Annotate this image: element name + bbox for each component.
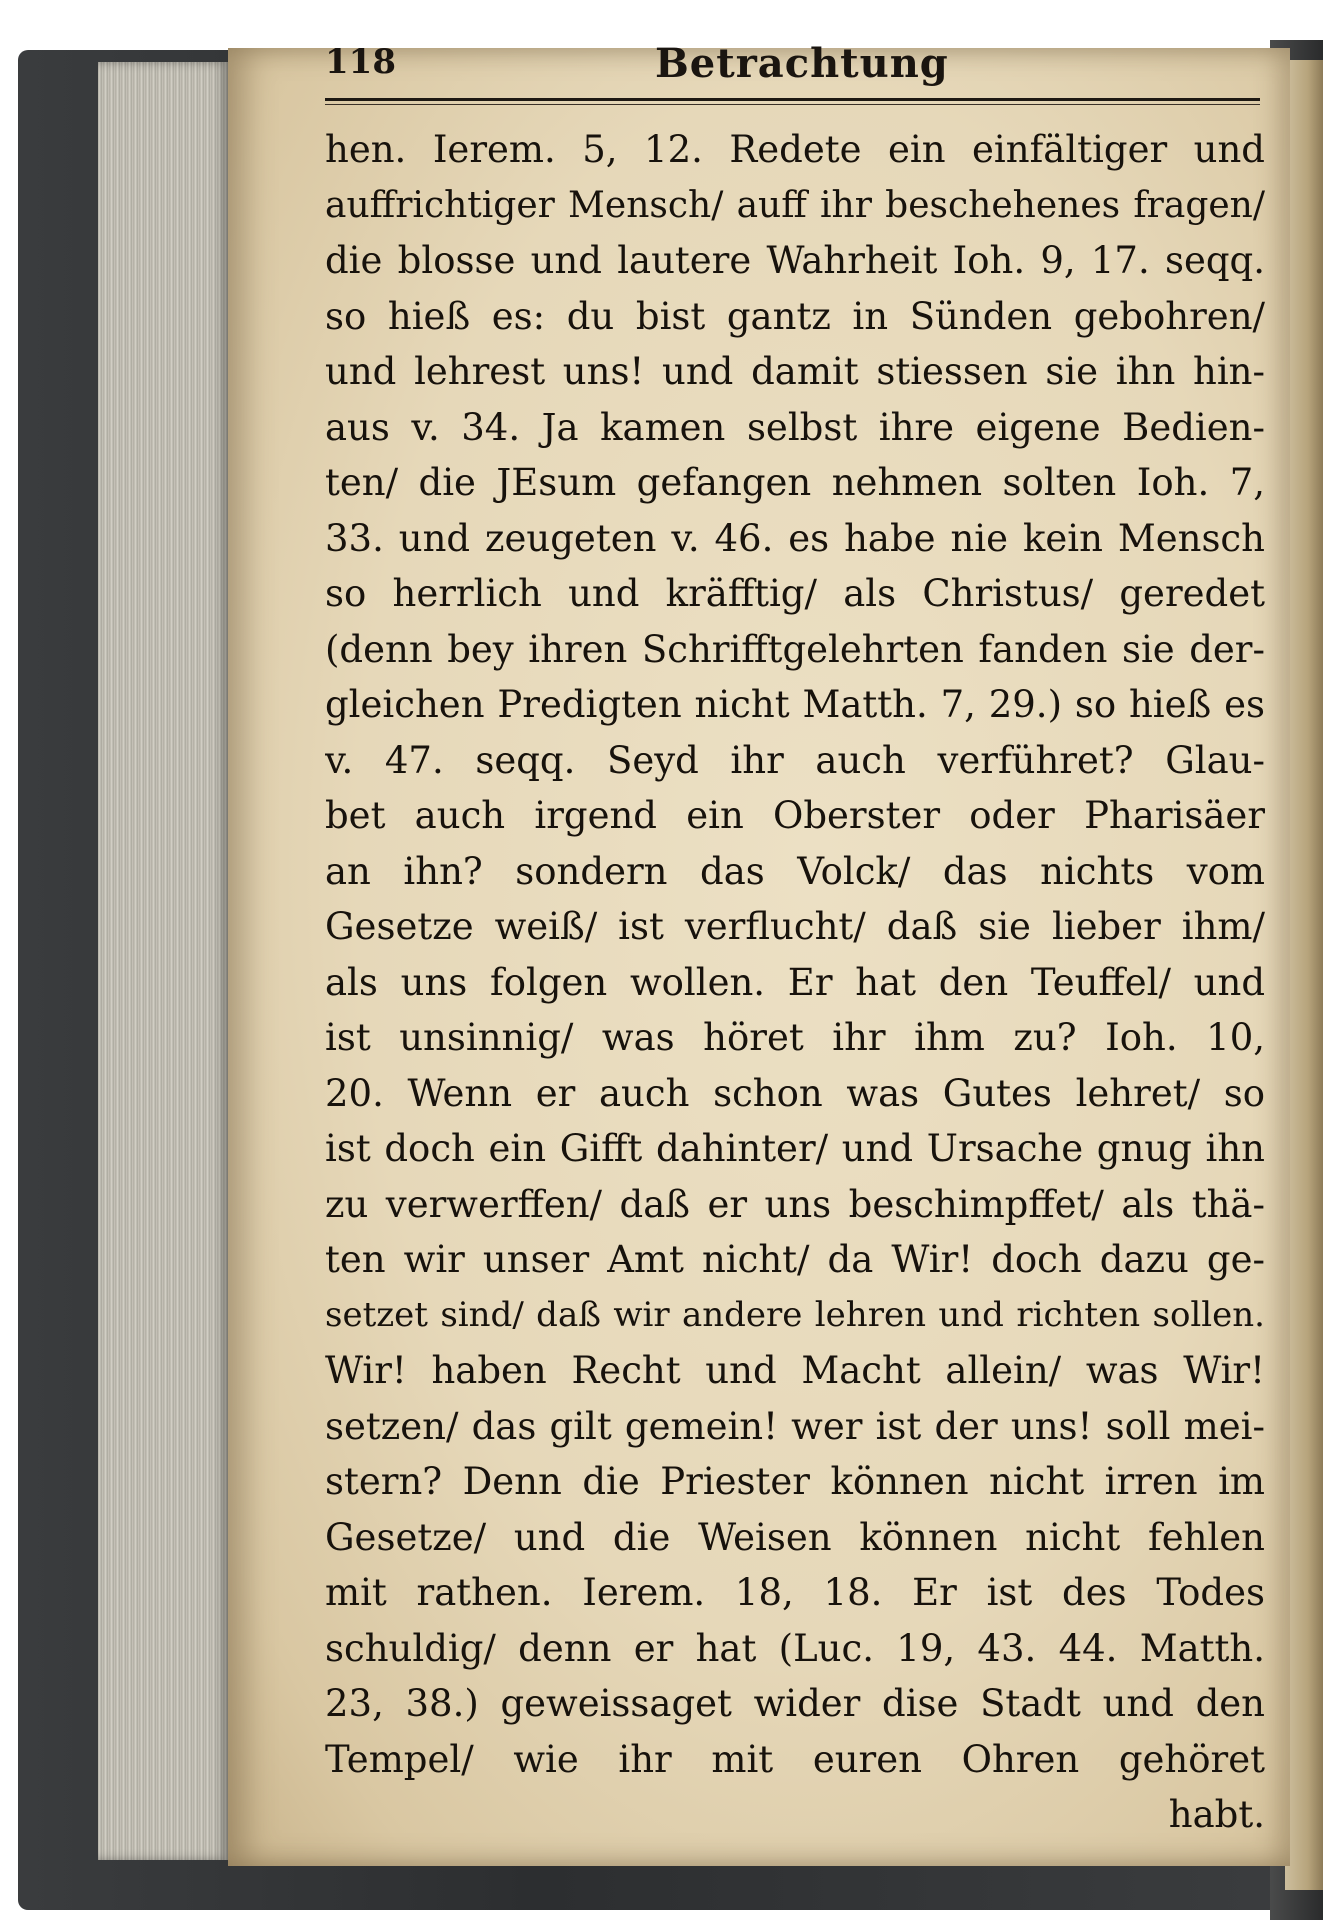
text-line: zu verwerffen/ daß er uns beschimpffet/ als thä- <box>325 1182 1265 1226</box>
running-title: Betrachtung <box>655 40 949 87</box>
text-line: die blosse und lautere Wahrheit Ioh. 9, 17. seqq. <box>325 239 1265 282</box>
page-number: 118 <box>325 42 396 82</box>
text-line: ist doch ein Gifft dahinter/ und Ursache gnug ihn <box>325 1127 1265 1170</box>
text-line: mit rathen. Ierem. 18, 18. Er ist des Todes <box>325 1571 1265 1614</box>
text-line: so herrlich und kräfftig/ als Christus/ geredet <box>325 572 1265 615</box>
text-line: (denn bey ihren Schrifftgelehrten fanden sie der- <box>325 627 1265 671</box>
text-line: 33. und zeugeten v. 46. es habe nie kein Mensch <box>325 516 1265 560</box>
text-line: ten wir unser Amt nicht/ da Wir! doch dazu ge- <box>325 1238 1265 1281</box>
text-line: Tempel/ wie ihr mit euren Ohren gehöret <box>325 1737 1265 1781</box>
text-line: an ihn? sondern das Volck/ das nichts vom <box>325 849 1265 893</box>
text-line: 23, 38.) geweissaget wider dise Stadt und den <box>325 1682 1265 1725</box>
text-line: 20. Wenn er auch schon was Gutes lehret/ so <box>325 1071 1265 1115</box>
text-line: ist unsinnig/ was höret ihr ihm zu? Ioh. 10, <box>325 1016 1265 1059</box>
text-line: setzen/ das gilt gemein! wer ist der uns! soll mei- <box>325 1404 1265 1448</box>
facing-page-edge <box>1285 60 1323 1890</box>
text-line: und lehrest uns! und damit stiessen sie ihn hin- <box>325 350 1265 393</box>
text-line: aus v. 34. Ja kamen selbst ihre eigene Bedien- <box>325 405 1265 449</box>
header-rule-thin <box>325 104 1260 105</box>
text-line: stern? Denn die Priester können nicht irren im <box>325 1460 1265 1503</box>
running-head <box>325 40 1265 104</box>
text-line: auffrichtiger Mensch/ auff ihr beschehenes fragen/ <box>325 184 1265 226</box>
text-line: gleichen Predigten nicht Matth. 7, 29.) so hieß es <box>325 683 1265 726</box>
text-line: so hieß es: du bist gantz in Sünden gebohren/ <box>325 294 1265 338</box>
text-line: Gesetze weiß/ ist verflucht/ daß sie lieber ihm/ <box>325 905 1265 948</box>
text-line: hen. Ierem. 5, 12. Redete ein einfältiger und <box>325 128 1265 171</box>
text-line: schuldig/ denn er hat (Luc. 19, 43. 44. Matth. <box>325 1626 1265 1670</box>
text-line: bet auch irgend ein Oberster oder Pharisäer <box>325 794 1265 837</box>
text-line: als uns folgen wollen. Er hat den Teuffel/ und <box>325 960 1265 1004</box>
text-line: Gesetze/ und die Weisen können nicht fehlen <box>325 1515 1265 1559</box>
text-line: v. 47. seqq. Seyd ihr auch verführet? Glau- <box>325 738 1265 782</box>
page-edges <box>98 62 228 1860</box>
text-line: ten/ die JEsum gefangen nehmen solten Ioh. 7, <box>325 461 1265 504</box>
header-rule <box>325 98 1260 101</box>
text-line: setzet sind/ daß wir andere lehren und richten sollen. <box>325 1294 1265 1335</box>
catchword: habt. <box>1168 1793 1265 1836</box>
text-line: Wir! haben Recht und Macht allein/ was Wir! <box>325 1349 1265 1392</box>
body-text <box>325 122 1265 1843</box>
